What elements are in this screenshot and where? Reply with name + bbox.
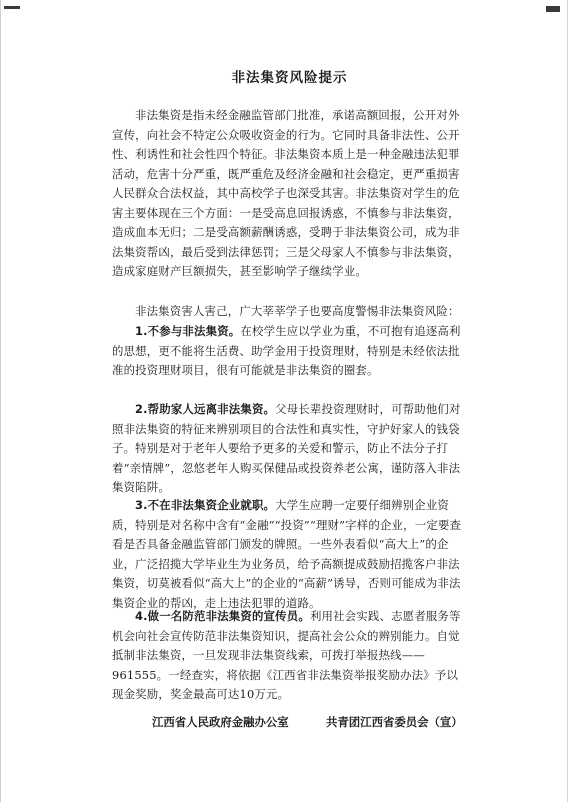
advice-text-2: 父母长辈投资理财时，可帮助他们对照非法集资的特征来辨别项目的合法性和真实性，守护好家人的钱袋子。特别是对于老年人要给予更多的关爱和警示，防止不法分子打着“亲情牌”，忽悠老年人购买保健品或投资养老公寓，谨防落入非法集资陷阱。 xyxy=(112,402,461,494)
advice-paragraph-4 xyxy=(112,607,467,705)
advice-text-1: 在校学生应以学业为重，不可抱有追逐高利的思想，更不能将生活费、助学金用于投资理财，特别是未经依法批准的投资理财项目，很有可能就是非法集资的圈套。 xyxy=(112,324,461,377)
advice-heading-4: 4.做一名防范非法集资的宣传员。 xyxy=(135,609,310,623)
scan-mark xyxy=(4,6,20,9)
advice-paragraph-2 xyxy=(112,400,467,498)
advice-paragraph-3 xyxy=(112,496,467,613)
signature-finance-office: 江西省人民政府金融办公室 xyxy=(152,715,289,729)
advice-heading-1: 1.不参与非法集资。 xyxy=(135,324,241,338)
document-title: 非法集资风险提示 xyxy=(231,70,348,86)
intro-paragraph: 非法集资是指未经金融监管部门批准，承诺高额回报，公开对外宣传，向社会不特定公众吸收资金的行为。它同时具备非法性、公开性、利诱性和社会性四个特征。非法集资本质上是一种金融违法犯罪活动，危害十分严重，既严重危及经济金融和社会稳定，更严重损害人民群众合法权益，其中高校学子也深受其害。非法集资对学生的危害主要体现在三个方面：一是受高息回报诱惑，不慎参与非法集资，造成血本无归；二是受高额薪酬诱惑，受聘于非法集资公司，成为非法集资帮凶，最后受到法律惩罚；三是父母家人不慎参与非法集资，造成家庭财产巨额损失，甚至影响学子继续学业。 xyxy=(112,108,460,278)
advice-paragraph-1 xyxy=(112,322,467,381)
advice-heading-3: 3.不在非法集资企业就职。 xyxy=(135,498,276,512)
signature-youth-league: 共青团江西省委员会（宣） xyxy=(326,715,463,729)
advice-heading-2: 2.帮助家人远离非法集资。 xyxy=(135,402,276,416)
scan-mark xyxy=(546,6,560,12)
advice-text-3: 大学生应聘一定要仔细辨别企业资质，特别是对名称中含有“金融”“投资”“理财”字样的企业，一定要查看是否具备金融监管部门颁发的牌照。一些外表看似“高大上”的企业，广泛招揽大学毕业生为业务员，给予高额提成鼓励招揽客户非法集资，切莫被看似“高大上”的企业的“高薪”诱导，否则可能成为非法集资企业的帮凶，走上违法犯罪的道路。 xyxy=(112,498,462,610)
warning-intro-paragraph: 非法集资害人害己，广大莘莘学子也要高度警惕非法集资风险： xyxy=(135,304,460,318)
advice-text-4: 利用社会实践、志愿者服务等机会向社会宣传防范非法集资知识，提高社会公众的辨别能力。自觉抵制非法集资，一旦发现非法集资线索，可拨打举报热线——961555。一经查实，将依据《江西省非法集资举报奖励办法》予以现金奖励，奖金最高可达10万元。 xyxy=(112,609,461,701)
